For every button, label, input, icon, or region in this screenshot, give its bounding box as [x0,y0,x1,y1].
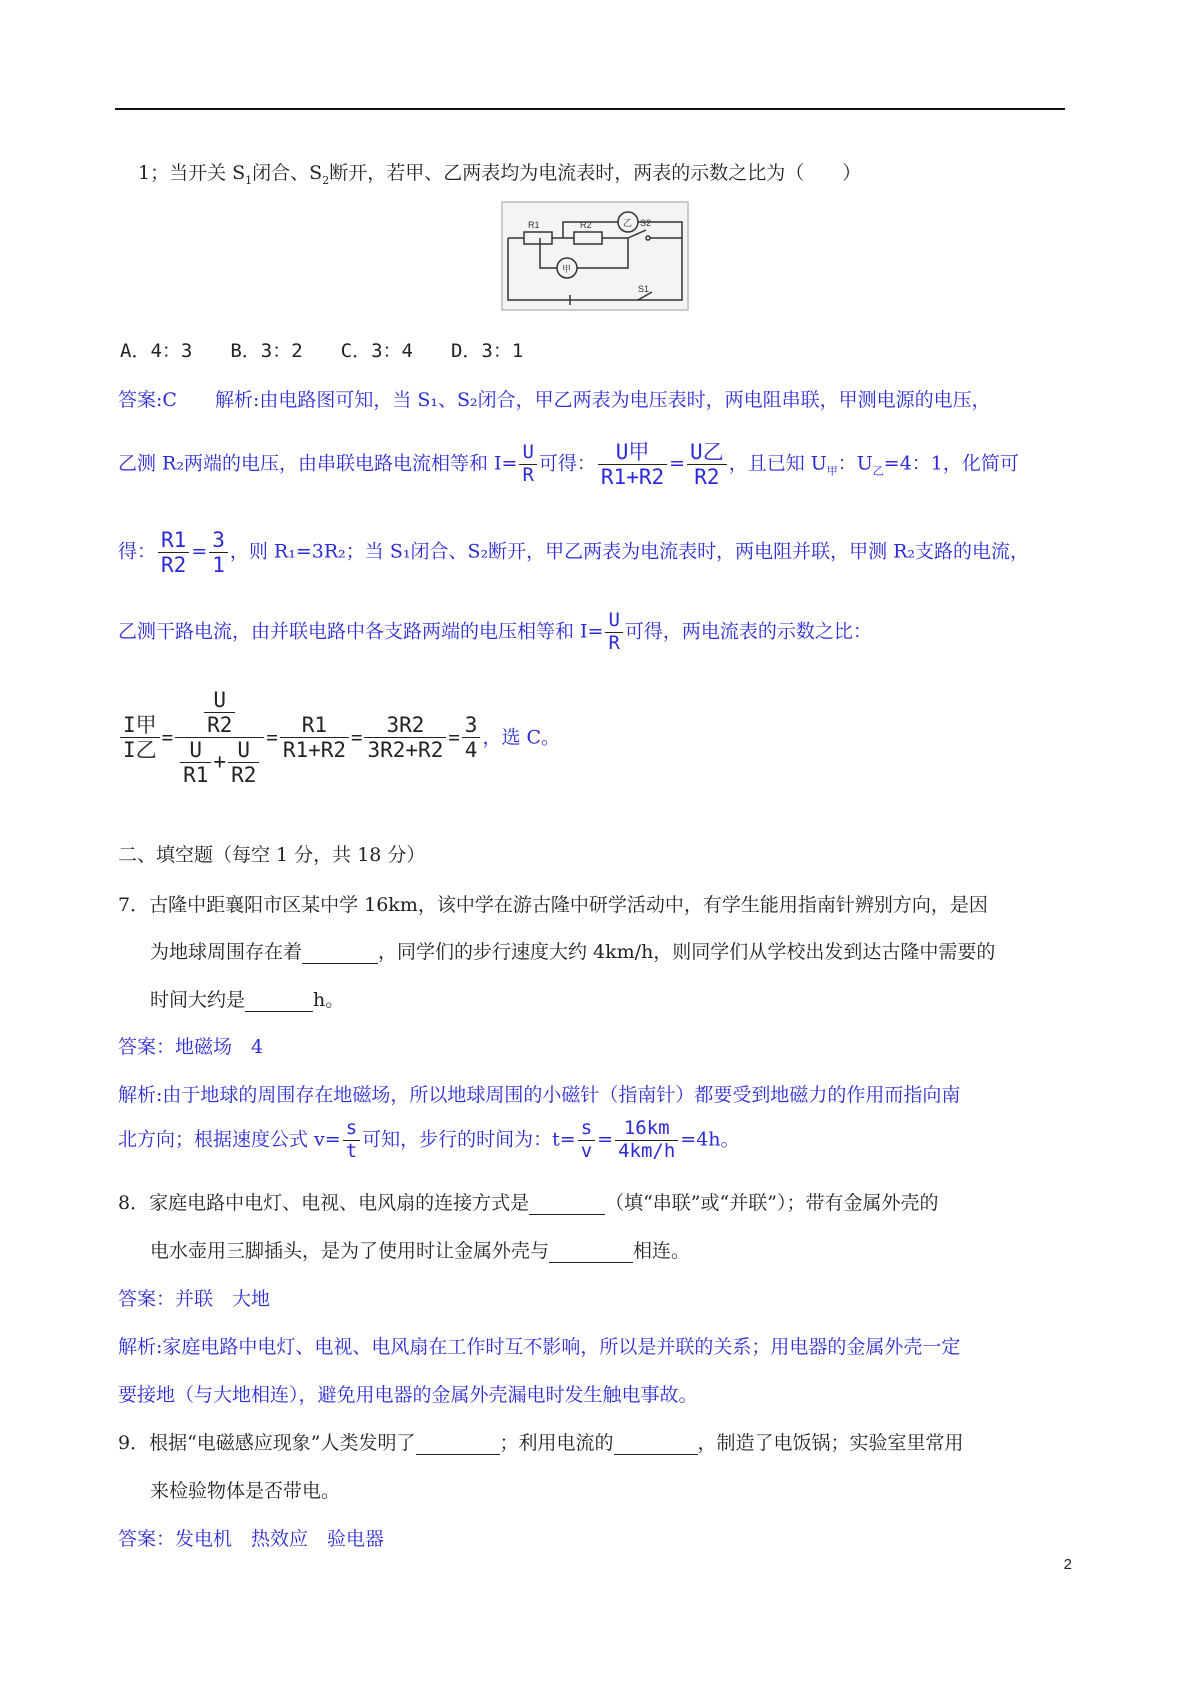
analysis-8-line1: 解析:家庭电路中电灯、电视、电风扇在工作时互不影响，所以是并联的关系；用电器的金属外壳一定 [118,1336,961,1358]
question-8-line2: 电水壶用三脚插头，是为了使用时让金属外壳与 相连。 [150,1240,691,1262]
question-7-line1: 7．古隆中距襄阳市区某中学 16km，该中学在游古隆中研学活动中，有学生能用指南针辨别方向，是因 [118,894,988,916]
fraction-u-over-r-2: $\frac{U}{R}$ [605,610,622,655]
svg-text:R1: R1 [528,220,540,230]
answer-6-line2: 乙测 R₂两端的电压，由串联电路电流相等和 I= $\frac{U}{R}$ 可得： $\frac{\text{U甲}}{R1+R2}$ = $\frac{\text{U乙}}{R2}$ ，且已知 $U_甲$：$U_乙=4$：1，化简可 [118,440,1019,490]
answer-9: 答案：发电机 热效应 验电器 [118,1528,385,1550]
fraction-uyi-over-r2: $\frac{\text{U乙}}{R2}$ [687,440,727,489]
answer-6-line4: 乙测干路电流，由并联电路中各支路两端的电压相等和 I= $\frac{U}{R}$ 可得，两电流表的示数之比： [118,609,872,654]
svg-text:S1: S1 [638,284,650,294]
fraction-s-over-v: $\frac{s}{v}$ [578,1118,595,1163]
fraction-r1-over-sum: $\frac{R1}{R1+R2}$ [280,713,349,762]
analysis-8-line2: 要接地（与大地相连），避免用电器的金属外壳漏电时发生触电事故。 [118,1384,698,1406]
question-6-options: A．4：3 B．3：2 C．3：4 D．3：1 [120,340,524,362]
fraction-3-over-1: $\frac{3}{1}$ [209,528,228,577]
answer-8: 答案：并联 大地 [118,1288,271,1310]
blank-8b[interactable] [549,1240,633,1263]
svg-text:R2: R2 [580,220,592,230]
analysis-7-line2: 北方向；根据速度公式 v= $\frac{s}{t}$ 可知，步行的时间为：t= $\frac{s}{v}$ = $\frac{16km}{4km/h}$ =4h。 [118,1117,740,1162]
answer-6-ratio-equation: $\frac{\text{I甲}}{\text{I乙}}$ = $\frac{U}{R2}$ $\frac{U}{R1}$ + $\frac{U}{R2}$ = $\frac{R1}{R1+R2}$ = $\frac{3R2}{3R2+R2}$ = $\frac{3}{4}$ ，选 C。 [118,688,560,788]
svg-text:乙: 乙 [623,218,633,228]
analysis-7-line1: 解析:由于地球的周围存在地磁场，所以地球周围的小磁针（指南针）都要受到地磁力的作用而指向南 [118,1084,961,1106]
question-7-line3: 时间大约是 h。 [150,989,345,1011]
blank-9a[interactable] [416,1432,500,1455]
section-2-heading: 二、填空题（每空 1 分，共 18 分） [118,844,426,866]
question-9-line2: 来检验物体是否带电。 [150,1480,341,1502]
fraction-r1-over-r2: $\frac{R1}{R2}$ [158,528,189,577]
blank-7b[interactable] [245,989,313,1012]
blank-9b[interactable] [614,1432,698,1455]
question-9-line1: 9．根据“电磁感应现象”人类发明了 ；利用电流的 ，制造了电饭锅；实验室里常用 [118,1432,964,1454]
page-number: 2 [1063,1556,1072,1573]
svg-text:甲: 甲 [562,264,572,274]
header-rule [115,108,1065,110]
answer-6-line1: 答案:C 解析:由电路图可知，当 S₁、S₂闭合，甲乙两表为电压表时，两电阻串联，甲测电源的电压， [118,389,991,411]
fraction-16km-over-4kmh: $\frac{16km}{4km/h}$ [615,1118,678,1163]
fraction-s-over-t: $\frac{s}{t}$ [343,1118,360,1163]
question-8-line1: 8．家庭电路中电灯、电视、电风扇的连接方式是 （填“串联”或“并联”）；带有金属外壳的 [118,1192,939,1214]
question-7-line2: 为地球周围存在着 ，同学们的步行速度大约 4km/h，则同学们从学校出发到达古隆中需要的 [150,941,996,963]
fraction-3r2-over-sum: $\frac{3R2}{3R2+R2}$ [364,713,446,762]
answer-7: 答案：地磁场 4 [118,1036,264,1058]
fraction-u-over-r: $\frac{U}{R}$ [519,442,536,487]
svg-text:S2: S2 [640,218,652,228]
question-6-stem: 1；当开关 $S_1$闭合、$S_2$断开，若甲、乙两表均为电流表时，两表的示数之比为（ ） [138,162,862,187]
fraction-compound: $\frac{U}{R2}$ $\frac{U}{R1}$ + $\frac{U}{R2}$ [175,688,264,788]
blank-7a[interactable] [302,941,378,964]
fraction-ujia-over-r1r2: $\frac{\text{U甲}}{R1+R2}$ [598,440,667,489]
circuit-diagram [500,200,690,312]
fraction-ijia-over-iyi: $\frac{\text{I甲}}{\text{I乙}}$ [120,713,160,762]
answer-6-line3: 得： $\frac{R1}{R2}$ = $\frac{3}{1}$ ，则 R₁=3R₂；当 S₁闭合、S₂断开，甲乙两表为电流表时，两电阻并联，甲测 R₂支路的电流， [118,528,1030,578]
blank-8a[interactable] [529,1192,605,1215]
fraction-3-over-4: $\frac{3}{4}$ [462,713,481,762]
